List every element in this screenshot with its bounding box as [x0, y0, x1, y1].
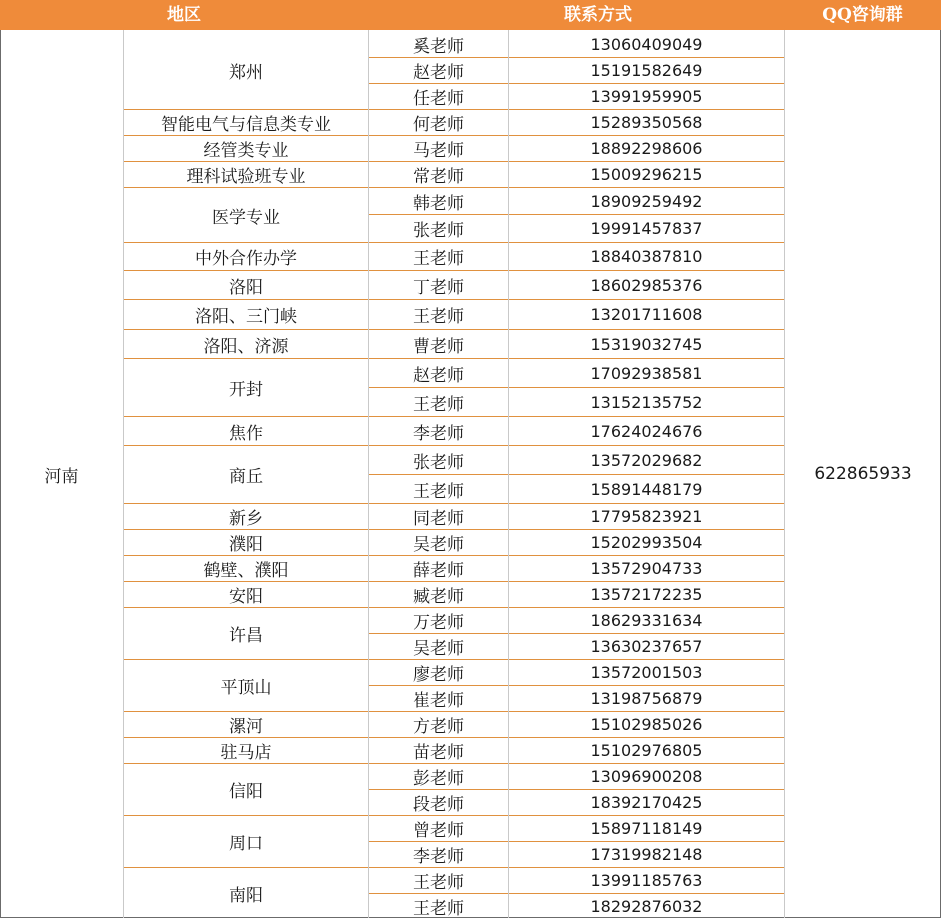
table-header: [0, 0, 941, 30]
phone-cell: 13096900208: [509, 763, 784, 789]
teacher-cell: 崔老师: [369, 685, 508, 711]
area-cell: 南阳: [124, 867, 368, 918]
teacher-cell: 王老师: [369, 242, 508, 270]
qq-column-header: QQ咨询群: [822, 5, 903, 25]
phone-cell: 19991457837: [509, 214, 784, 242]
teacher-cell: 曾老师: [369, 815, 508, 841]
area-cell: 驻马店: [124, 737, 368, 763]
phone-cell: 18629331634: [509, 607, 784, 633]
teacher-cell: 方老师: [369, 711, 508, 737]
area-cell: 医学专业: [124, 187, 368, 242]
phone-cell: 15202993504: [509, 529, 784, 555]
region-column-header: 地区: [167, 5, 201, 25]
teacher-cell: 彭老师: [369, 763, 508, 789]
phone-cell: 13060409049: [590, 34, 703, 54]
area-cell: 中外合作办学: [124, 242, 368, 270]
teacher-cell: 段老师: [369, 789, 508, 815]
teacher-cell: 任老师: [369, 83, 508, 109]
teacher-cell: 曹老师: [369, 329, 508, 358]
teacher-cell: 薛老师: [369, 555, 508, 581]
phone-cell: 18292876032: [509, 893, 784, 918]
phone-cell: 13572172235: [509, 581, 784, 607]
phone-cell: 18840387810: [509, 242, 784, 270]
area-cell: 信阳: [124, 763, 368, 815]
area-cell: 鹤壁、濮阳: [124, 555, 368, 581]
teacher-cell: 王老师: [369, 893, 508, 918]
phone-cell: 13991959905: [509, 83, 784, 109]
teacher-cell: 王老师: [369, 474, 508, 503]
teacher-cell: 韩老师: [369, 187, 508, 214]
phone-cell: 15897118149: [509, 815, 784, 841]
area-cell: 濮阳: [124, 529, 368, 555]
province-cell: 河南: [44, 466, 79, 487]
area-cell: 经管类专业: [124, 135, 368, 161]
teacher-cell: 廖老师: [369, 659, 508, 685]
phone-cell: 15102985026: [509, 711, 784, 737]
phone-cell: 13201711608: [509, 299, 784, 329]
teacher-cell: 万老师: [369, 607, 508, 633]
teacher-cell: 苗老师: [369, 737, 508, 763]
area-cell: 新乡: [124, 503, 368, 529]
area-cell: 智能电气与信息类专业: [124, 109, 368, 135]
phone-cell: 17319982148: [509, 841, 784, 867]
phone-cell: 18909259492: [509, 187, 784, 214]
contact-column-header: 联系方式: [564, 5, 632, 25]
teacher-cell: 张老师: [369, 214, 508, 242]
teacher-cell: 王老师: [369, 867, 508, 893]
phone-cell: 17624024676: [509, 416, 784, 445]
teacher-cell: 奚老师: [413, 36, 464, 57]
phone-cell: 17092938581: [509, 358, 784, 387]
teacher-cell: 吴老师: [369, 529, 508, 555]
phone-cell: 18392170425: [509, 789, 784, 815]
phone-cell: 17795823921: [509, 503, 784, 529]
phone-cell: 13572029682: [509, 445, 784, 474]
area-cell: 漯河: [124, 711, 368, 737]
area-cell: 开封: [124, 358, 368, 416]
teacher-cell: 臧老师: [369, 581, 508, 607]
phone-cell: 18602985376: [509, 270, 784, 299]
area-cell: 郑州: [229, 62, 263, 83]
teacher-cell: 赵老师: [369, 358, 508, 387]
area-cell: 周口: [124, 815, 368, 867]
teacher-cell: 丁老师: [369, 270, 508, 299]
teacher-cell: 李老师: [369, 841, 508, 867]
area-cell: 洛阳、济源: [124, 329, 368, 358]
area-cell: 洛阳、三门峡: [124, 299, 368, 329]
teacher-cell: 王老师: [369, 387, 508, 416]
area-cell: 焦作: [124, 416, 368, 445]
teacher-cell: 李老师: [369, 416, 508, 445]
area-cell: 平顶山: [124, 659, 368, 711]
phone-cell: 15009296215: [509, 161, 784, 187]
area-cell: 理科试验班专业: [124, 161, 368, 187]
phone-cell: 13152135752: [509, 387, 784, 416]
teacher-cell: 同老师: [369, 503, 508, 529]
area-cell: 商丘: [124, 445, 368, 503]
phone-cell: 13572001503: [509, 659, 784, 685]
phone-cell: 18892298606: [509, 135, 784, 161]
teacher-cell: 常老师: [369, 161, 508, 187]
teacher-cell: 张老师: [369, 445, 508, 474]
phone-cell: 13991185763: [509, 867, 784, 893]
teacher-cell: 马老师: [369, 135, 508, 161]
qq-group-cell: 622865933: [814, 464, 912, 484]
phone-cell: 15891448179: [509, 474, 784, 503]
area-cell: 许昌: [124, 607, 368, 659]
teacher-cell: 吴老师: [369, 633, 508, 659]
phone-cell: 15191582649: [509, 57, 784, 83]
teacher-cell: 王老师: [369, 299, 508, 329]
phone-cell: 15102976805: [509, 737, 784, 763]
phone-cell: 13198756879: [509, 685, 784, 711]
phone-cell: 15319032745: [509, 329, 784, 358]
area-cell: 安阳: [124, 581, 368, 607]
phone-cell: 15289350568: [509, 109, 784, 135]
teacher-cell: 何老师: [369, 109, 508, 135]
phone-cell: 13630237657: [509, 633, 784, 659]
phone-cell: 13572904733: [509, 555, 784, 581]
teacher-cell: 赵老师: [369, 57, 508, 83]
area-cell: 洛阳: [124, 270, 368, 299]
